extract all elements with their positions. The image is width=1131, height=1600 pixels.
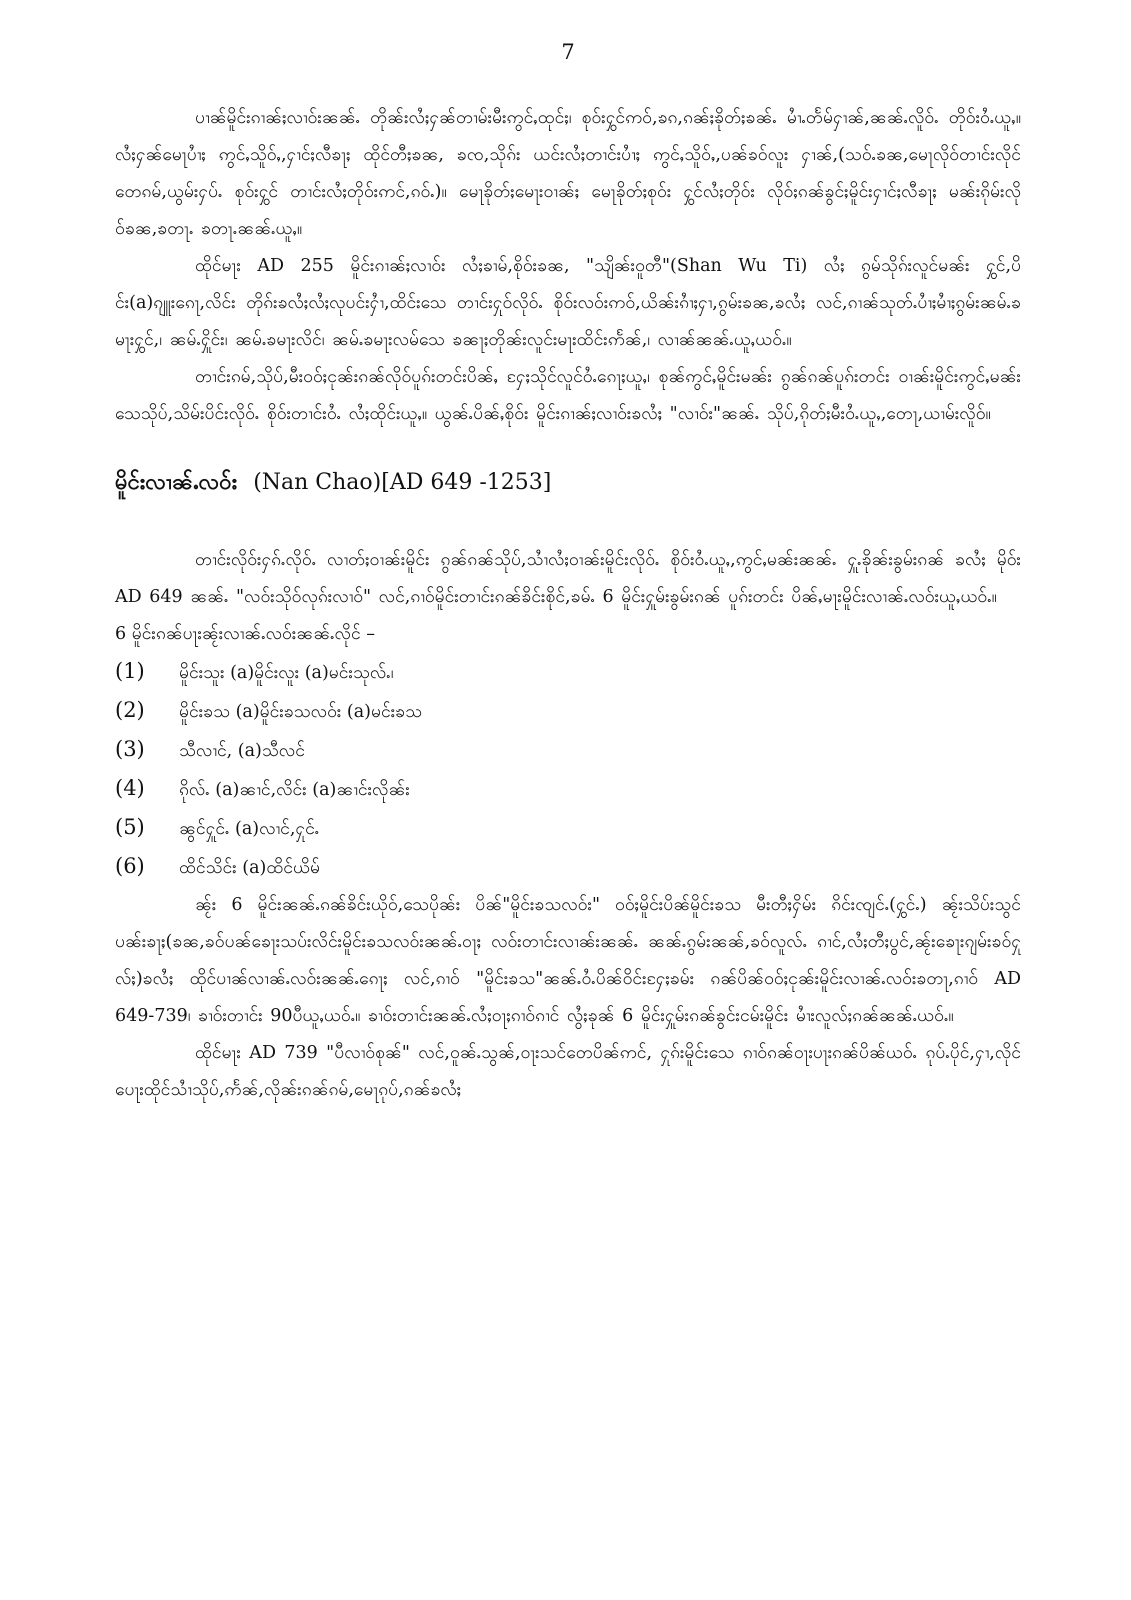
list-item-text: သီလၢင်, (a)သီလင် — [179, 741, 305, 761]
list-item-number: (2) — [115, 698, 145, 722]
body-paragraph: ထိုင်မႃး AD 255 မိူင်းၵၢၼ်ႈလၢဝ်း လႆႈၶၢမ်,စိုဝ်းၶၼ, "သျိၼ်းဝူတီ"(Shan Wu Ti) လႆႈ ၵွမ်သိုၵ်းလူင်မၼ်း ႁွင်,ပိင်း(a)ၵျူးၵေႃ,လိင်း တိုၵ်းၶလႆႈလႆႈလုပင်းႁၢႆ,ထိင်းသေ တၢင်းႁုဝ်လိုဝ်ႉ စိုဝ်းလဝ်းဢဝ်,ယိၼ်းၵၢႆႈႁၢ,ၵွမ်းၶၼ,ၶလႆႈ လင်,ၵၢၼ်သုတ်ႉပၢႆႈမၢႆႈၵွမ်းၼမ်ႉၶမႃးႁွင်,၊ ၼမ်ႉႁိူင်း၊ ၼမ်ႉၶမႃးလိင်၊ ၼမ်ႉၶမႃးလမ်သေ ၶၼႃႈတိုၼ်းလူင်းမႃးထိင်းဢႅၼ်,၊ လၢၼ်ၼၼ်ႉယူႇယဝ်ႉ။ — [115, 256, 1021, 350]
state-list — [115, 653, 1021, 887]
list-item — [115, 692, 1021, 731]
body-paragraph: တၢင်းၵမ်,သိုပ်,မီးဝဝ်ႈငုၼ်းၵၼ်လိုဝ်ပူၵ်းတင်းပိၼ်ႇ ႁႄႈသိုင်လူင်ဝႆႉၵေႃႈယူႇ၊ စုၼ်ဢွင်ႇမိူင်းမၼ်း ၵွၼ်ၵၼ်ပူၵ်းတင်း ဝၢၼ်းမိူင်းဢွင်ႇမၼ်းသေသိုပ်,သိမ်းပိင်းလိုဝ်ႉ စိုဝ်းတၢင်းဝႆႉ လႆႈထိုင်းယူႇ။ ယွၼ်ႉပိၼ်ႇစိုဝ်း မိူင်းၵၢၼ်ႈလၢဝ်းၶလႆႈ "လၢဝ်း"ၼၼ်ႉ သိုပ်,ၵိုတ်ႈမီးဝႆႉယူႇ,တေႃ,ယၢမ်းလိူဝ်။ — [115, 367, 1021, 424]
section-title: မိူင်းလၢၼ်ႉလဝ်း — [115, 469, 238, 495]
list-item — [115, 731, 1021, 770]
list-item-number: (1) — [115, 659, 145, 683]
list-item-number: (3) — [115, 737, 145, 761]
section-subtitle: (Nan Chao)[AD 649 -1253] — [253, 470, 552, 495]
list-item-number: (4) — [115, 776, 145, 800]
list-item-text: မိူင်းသူး (a)မိူင်းလူး (a)မင်းသုလ်ႉ၊ — [179, 663, 394, 683]
list-intro: 6 မိူင်းၵၼ်ပႃးၼႂ်းလၢၼ်ႉလဝ်းၼၼ်ႉလိုင် – — [115, 624, 375, 644]
list-item-number: (5) — [115, 815, 145, 839]
list-item — [115, 653, 1021, 692]
list-item — [115, 809, 1021, 848]
list-item — [115, 848, 1021, 887]
body-paragraph: ထိုင်မႃး AD 739 "ပီလၢဝ်စုၼ်" လင်,ဝူၼ်ႉသွၼ်,ဝႃးသင်တေပိၼ်ဢင်, ႁုၵ်းမိူင်းသေ ၵၢဝ်ၵၼ်ဝႃးပႃးၵၼ်ပိၼ်ယဝ်ႉ ၵုပ်ႉပိုင်,ႁၢ,လိုင်ပေႃးထိုင်သၢႆသိုပ်,ဢႅၼ်,လိုၼ်းၵၼ်ၵမ်,မေႃၵုပ်,ၵၼ်ၶလႆႈ — [115, 1043, 1021, 1100]
list-item-text: ထိင်သိင်း (a)ထိင်ယိမ် — [179, 858, 320, 878]
section-heading — [115, 467, 1021, 498]
page-number: 7 — [561, 40, 575, 64]
list-item-number: (6) — [115, 854, 145, 878]
spacer — [115, 433, 1021, 467]
body-paragraph: ပၢၼ်မိူင်းၵၢၼ်ႈလၢဝ်းၼၼ်ႉ တိုၼ်းလႆႈႁၼ်တၢမ်းမီးဢွင်ႇထုင်ႈ၊ စုဝ်းႁွင်ဢဝ်,ၶၵ,ၵၼ်ႈၶိုတ်ႈၶၼ်ႉ မၢႆႉတႅမ်ႁၢၼ်,ၼၼ်ႉလိူဝ်ႉ တိုဝ်းဝႆႉယူႇ။ လႆႈႁၼ်မေႃပၢႆႈ ဢွင်ႇသိူဝ်ႇ,ႁၢင်ႈလီၶႃႈ ထိုင်တီႈၶၼ, ၶၸ,သိုၵ်း ယင်းလႆႈတၢင်းပၢႆႈ ဢွင်ႇသိူဝ်ႇ,ပၼ်ၶဝ်လူး ႁၢၼ်,(သဝ်ႉၶၼ,မေႃလိုဝ်တၢင်းလိုင် တေၵမ်,ယွမ်းႁပ်ႉ စုဝ်းႁွင် တၢင်းလႆႈတိုဝ်းဢင်,ၵဝ်ႉ)။ မေႃၶိုတ်ႈမေႃးဝၢၼ်ႈ မေႃၶိုတ်ႈစုဝ်း ႁွင်လႆႈတိုဝ်း လိုဝ်ႈၵၼ်ၶွင်ႈမိူင်းႁၢင်ႈလီၶႃႈ မၼ်းၵိုမ်းလိုဝ်ၶၼ,ၶတႃႉ ၶတႃႉၼၼ်ႉယူႇ။ — [115, 108, 1021, 239]
list-item-text: မိူင်းၶသ (a)မိူင်းၶသလဝ်း (a)မင်းၶသ — [179, 702, 423, 722]
body-paragraph: ၼႂ်း 6 မိူင်းၼၼ်ႉၵၼ်ၶိင်းယိုဝ်,သေပိုၼ်း ပိၼ်"မိူင်းၶသလဝ်း" ဝဝ်ႈမိူင်းပိၼ်မိူင်းၶသ မီးတီႈႁိမ်း ၵိင်းၸျင်ႉ(ႁွင်ႉ) ၼႂ်းသိပ်းသွင်ပၼ်းၶႃႈ(ၶၼ,ၶဝ်ပၼ်ၶေႃးသပ်းလိင်းမိူင်းၶသလဝ်းၼၼ်ႉဝႃႈ လဝ်းတၢင်းလၢၼ်းၼၼ်ႉ ၼၼ်ႉၵွမ်းၼၼ်,ၶဝ်လူလ်ႉ ၵၢင်,လႆႈတီႈပွင်,ၼႂ်းၶေႃးၵျမ်းၶဝ်ႁုလ်ႈ)ၶလႆႈ ထိုင်ပၢၼ်လၢၼ်ႉလဝ်းၼၼ်ႉၵေႃႈ လင်,ၵၢဝ် "မိူင်းၶသ"ၼၼ်ႉဝႆႉပိၼ်ဝိင်းႁႄႈၶမ်း ၵၼ်ပိၼ်ဝဝ်ႈငုၼ်းမိူင်းလၢၼ်ႉလဝ်းၶတႃ,ၵၢဝ် AD 649-739၊ ၶၢဝ်းတၢင်း 90ပီယူႇယဝ်ႉ။ ၶၢဝ်းတၢင်းၼၼ်ႉလႆႈဝႃႈၵၢဝ်ၵၢင် လွႆႈၶုၼ် 6 မိူင်းႁူမ်းၵၼ်ၶွင်းငမ်းမိူင်း မၢႆးလူလ်ႈၵၼ်ၼၼ်ႉယဝ်ႉ။ — [115, 895, 1021, 1026]
list-item-text: ၼွင်ႁူင်ႉ (a)လၢင်,ႁုင်ႉ — [179, 819, 320, 839]
list-item-text: ၵိုလ်ႉ (a)ၼၢင်,လိင်း (a)ၼၢင်းလိုၼ်း — [179, 780, 410, 800]
body-paragraph: တၢင်းလိုဝ်းႁၵ်ႉလိုဝ်ႉ လၢတ်ႈဝၢၼ်းမိူင်း ၵွၼ်ၵၼ်သိုပ်,သၢႆလႆႈဝၢၼ်းမိူင်းလိုဝ်ႉ စိုဝ်းဝႆႉယူႇ,ဢွင်ႇမၼ်းၼၼ်ႉ ႁူႉၶိုၼ်းၶွမ်းၵၼ် ၶလႆႈ မိုဝ်း AD 649 ၼၼ်ႉ "လဝ်းသိုဝ်လုၵ်းလၢဝ်" လင်,ၵၢဝ်မိူင်းတၢင်းၵၼ်ၶိင်းစိုင်,ၶမ်ႉ 6 မိူင်းႁူမ်းၶွမ်းၵၼ် ပူၵ်းတင်း ပိၼ်ႇမႃးမိူင်းလၢၼ်ႉလဝ်းယူႇယဝ်ႉ။ — [115, 550, 1021, 607]
list-item — [115, 770, 1021, 809]
